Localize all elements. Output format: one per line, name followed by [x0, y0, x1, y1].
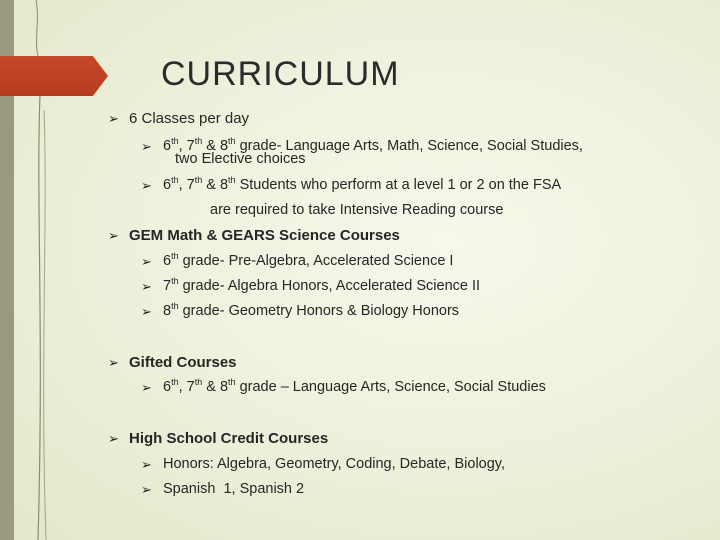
- arrow-bullet-icon: ➢: [108, 228, 119, 243]
- honors-text: Honors: Algebra, Geometry, Coding, Debate, Biology,: [163, 456, 506, 472]
- arrow-bullet-icon: ➢: [141, 482, 152, 497]
- arrow-bullet-icon: ➢: [141, 139, 152, 154]
- 7th-grade-gem-text: 7th grade- Algebra Honors, Accelerated Science II: [163, 276, 481, 294]
- gem-heading: GEM Math & GEARS Science Courses: [129, 227, 400, 244]
- title-accent-tab: [0, 56, 108, 96]
- arrow-bullet-icon: ➢: [141, 254, 152, 269]
- spanish-text: Spanish 1, Spanish 2: [163, 481, 305, 497]
- classes-heading: 6 Classes per day: [129, 110, 250, 127]
- 8th-grade-gem-text: 8th grade- Geometry Honors & Biology Honors: [163, 301, 460, 319]
- arrow-bullet-icon: ➢: [141, 178, 152, 193]
- fsa-students-continuation: are required to take Intensive Reading course: [210, 202, 504, 218]
- arrow-bullet-icon: ➢: [141, 457, 152, 472]
- arrow-bullet-icon: ➢: [141, 380, 152, 395]
- grade-subjects-text: 6th, 7th & 8th grade- Language Arts, Math, Science, Social Studies,: [163, 136, 583, 154]
- arrow-bullet-icon: ➢: [141, 279, 152, 294]
- arrow-bullet-icon: ➢: [108, 431, 119, 446]
- hs-heading: High School Credit Courses: [129, 430, 329, 447]
- gifted-grades-text: 6th, 7th & 8th grade – Language Arts, Science, Social Studies: [163, 377, 546, 395]
- 6th-grade-gem-text: 6th grade- Pre-Algebra, Accelerated Science I: [163, 251, 454, 269]
- fsa-students-text: 6th, 7th & 8th Students who perform at a level 1 or 2 on the FSA: [163, 175, 562, 193]
- arrow-bullet-icon: ➢: [108, 355, 119, 370]
- arrow-bullet-icon: ➢: [141, 304, 152, 319]
- gifted-heading: Gifted Courses: [129, 354, 237, 371]
- grade-subjects-continuation: two Elective choices: [175, 151, 306, 167]
- slide-title: CURRICULUM: [161, 55, 400, 93]
- arrow-bullet-icon: ➢: [108, 111, 119, 126]
